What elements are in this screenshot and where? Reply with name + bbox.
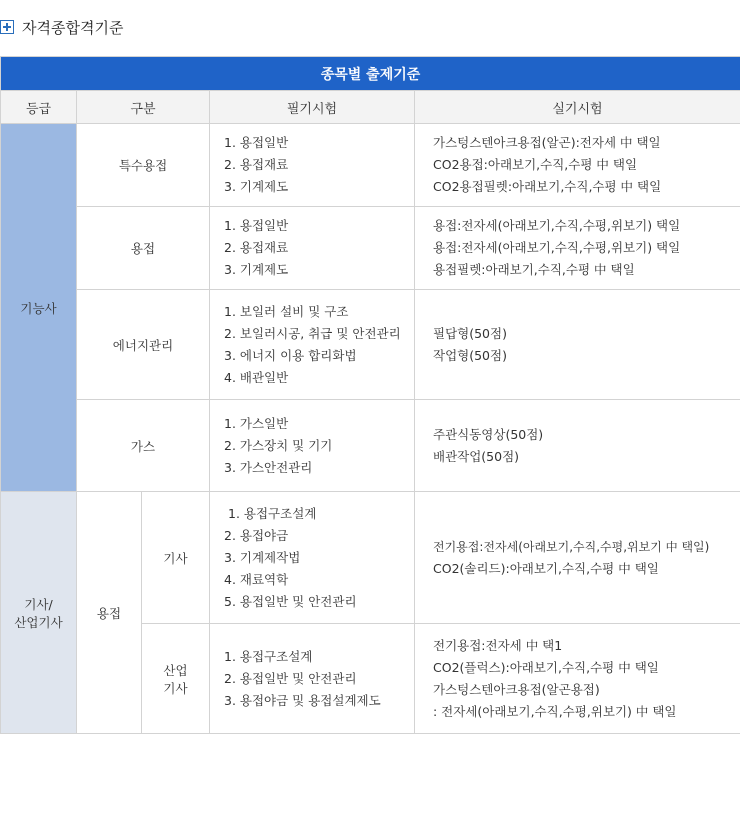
written-cell <box>210 290 415 400</box>
list-item: 1. 보일러 설비 및 구조 <box>224 303 349 319</box>
written-cell <box>210 124 415 207</box>
list-item: 2. 보일러시공, 취급 및 안전관리 <box>224 325 401 341</box>
list-item: CO2(플럭스):아래보기,수직,수평 中 택일 <box>433 659 659 675</box>
box-plus-icon <box>0 20 14 34</box>
list-item: 전기용접:전자세(아래보기,수직,수평,위보기 中 택일) <box>433 539 710 554</box>
table-row <box>1 124 740 207</box>
header-written: 필기시험 <box>210 91 415 124</box>
exam-criteria-table <box>0 56 740 734</box>
practical-cell <box>415 207 740 290</box>
category-cell: 가스 <box>77 400 210 492</box>
list-item: 전기용접:전자세 中 택1 <box>433 637 563 653</box>
practical-cell <box>415 124 740 207</box>
subcategory-cell: 기사 <box>142 492 210 624</box>
section-heading <box>0 16 123 38</box>
list-item: 1. 가스일반 <box>224 415 289 431</box>
list-item: 3. 에너지 이용 합리화법 <box>224 347 357 363</box>
list-item: : 전자세(아래보기,수직,수평,위보기) 中 택일 <box>433 703 677 719</box>
grade-line: 기사/ <box>24 596 53 612</box>
category-cell: 특수용접 <box>77 124 210 207</box>
header-category: 구분 <box>77 91 210 124</box>
subcategory-line: 산업 <box>163 662 188 678</box>
list-item: 용접필렛:아래보기,수직,수평 中 택일 <box>433 262 635 277</box>
list-item: 3. 기계제도 <box>224 179 289 194</box>
table-caption: 종목별 출제기준 <box>1 57 740 91</box>
list-item: 3. 기계제작법 <box>224 549 301 565</box>
written-cell <box>210 624 415 734</box>
section-title: 자격종합격기준 <box>22 18 124 37</box>
list-item: 2. 용접일반 및 안전관리 <box>224 670 357 686</box>
list-item: 3. 용접야금 및 용접설계제도 <box>224 692 381 708</box>
practical-cell <box>415 290 740 400</box>
list-item: 가스텅스텐아크용접(알곤):전자세 中 택일 <box>433 135 661 150</box>
written-cell <box>210 400 415 492</box>
written-cell <box>210 492 415 624</box>
subcategory-cell <box>142 624 210 734</box>
list-item: CO2용접:아래보기,수직,수평 中 택일 <box>433 157 638 172</box>
list-item: 가스텅스텐아크용접(알곤용접) <box>433 681 600 697</box>
list-item: 4. 재료역학 <box>224 571 289 587</box>
list-item: 용접:전자세(아래보기,수직,수평,위보기) 택일 <box>433 240 681 255</box>
header-practical: 실기시험 <box>415 91 740 124</box>
list-item: 1. 용접구조설계 <box>224 648 313 664</box>
written-cell <box>210 207 415 290</box>
table-row <box>1 290 740 400</box>
list-item: 배관작업(50점) <box>433 448 520 464</box>
practical-cell <box>415 492 740 624</box>
grade-cell-engineer <box>1 492 77 734</box>
table-row <box>1 207 740 290</box>
list-item: 2. 용접재료 <box>224 157 289 172</box>
list-item: 1. 용접구조설계 <box>228 505 317 521</box>
grade-line: 산업기사 <box>14 614 63 630</box>
list-item: 3. 기계제도 <box>224 262 289 277</box>
list-item: 주관식동영상(50점) <box>433 426 544 442</box>
list-item: CO2용접필렛:아래보기,수직,수평 中 택일 <box>433 179 662 194</box>
list-item: 3. 가스안전관리 <box>224 459 313 475</box>
category-cell: 에너지관리 <box>77 290 210 400</box>
list-item: 1. 용접일반 <box>224 218 289 233</box>
list-item: 4. 배관일반 <box>224 369 289 385</box>
list-item: 5. 용접일반 및 안전관리 <box>224 593 357 609</box>
list-item: 2. 용접야금 <box>224 527 289 543</box>
grade-cell-craftsman: 기능사 <box>1 124 77 492</box>
list-item: 2. 용접재료 <box>224 240 289 255</box>
table-row <box>1 492 740 624</box>
practical-cell <box>415 624 740 734</box>
list-item: 용접:전자세(아래보기,수직,수평,위보기) 택일 <box>433 218 681 233</box>
list-item: CO2(솔리드):아래보기,수직,수평 中 택일 <box>433 560 659 576</box>
list-item: 필답형(50점) <box>433 325 507 341</box>
header-grade: 등급 <box>1 91 77 124</box>
list-item: 작업형(50점) <box>433 347 507 363</box>
subcategory-line: 기사 <box>163 680 188 696</box>
table-row <box>1 400 740 492</box>
list-item: 1. 용접일반 <box>224 135 289 150</box>
practical-cell <box>415 400 740 492</box>
category-cell: 용접 <box>77 207 210 290</box>
list-item: 2. 가스장치 및 기기 <box>224 437 333 453</box>
category-cell: 용접 <box>77 492 142 734</box>
